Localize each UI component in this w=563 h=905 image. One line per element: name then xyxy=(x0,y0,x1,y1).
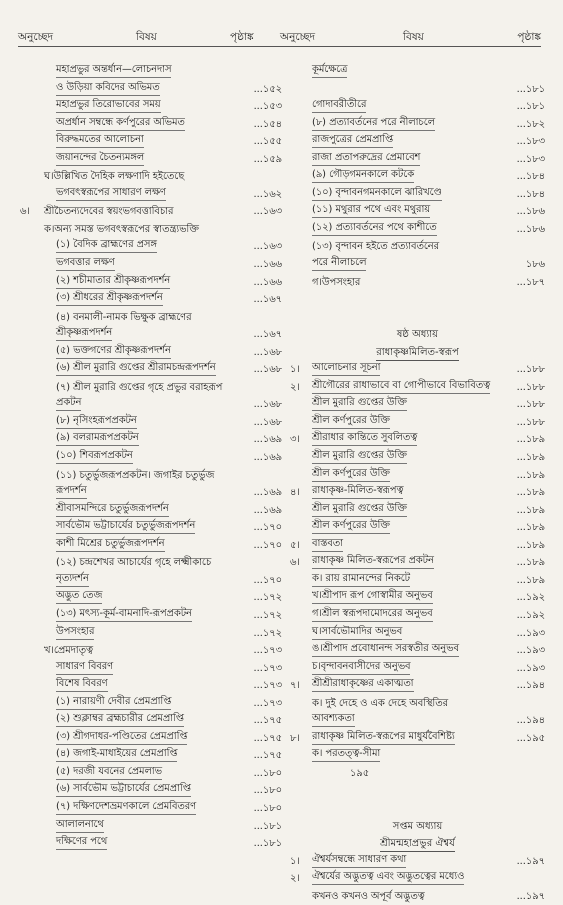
page-number: ...১৮৯ xyxy=(516,504,545,516)
page-number: ...১৮৬ xyxy=(516,223,545,235)
toc-entry xyxy=(290,660,545,678)
section-number: ১। xyxy=(290,364,300,376)
page-number: ...১৮১ xyxy=(516,83,545,95)
page-number: ...১৯৫ xyxy=(516,732,545,744)
toc-entry xyxy=(290,431,545,449)
toc-entry xyxy=(290,888,545,905)
toc-entry xyxy=(20,309,282,327)
toc-entry xyxy=(290,151,545,169)
entry-title: (৬) শ্রীল মুরারি গুপ্তের শ্রীরামচন্দ্ররূপদর্শন xyxy=(56,361,216,376)
entry-title: শ্রীল মুরারি গুপ্তের উক্তি xyxy=(312,449,407,464)
entry-title: (১) নারায়ণী দেবীর প্রেমপ্রাপ্তি xyxy=(56,695,171,710)
page-number: ...১৬৮ xyxy=(253,399,282,411)
page-number: ...১৫২ xyxy=(253,83,282,95)
section-number: ৮। xyxy=(290,732,300,744)
entry-title: কখনও কখনও অপূর্ব অদ্ভুতত্ব xyxy=(312,890,425,902)
toc-entry xyxy=(290,449,545,467)
toc-entry xyxy=(20,730,282,748)
toc-entry xyxy=(20,98,282,116)
header-subject-left: বিষয় xyxy=(136,31,157,43)
page-number: ...১৬৬ xyxy=(253,259,282,271)
toc-entry xyxy=(290,116,545,134)
entry-title: ক। রায় রামানন্দের নিকটে xyxy=(312,572,410,587)
toc-entry xyxy=(290,870,545,888)
toc-entry xyxy=(20,116,282,134)
toc-entry xyxy=(290,537,545,555)
page-number: ...১৮০ xyxy=(253,802,282,814)
section-number: ১। xyxy=(290,855,300,867)
toc-entry xyxy=(20,677,282,695)
entry-title: (১১) চতুর্ভুজরূপপ্রকটন। জগাইর চতুর্ভুজ xyxy=(56,469,215,481)
entry-title: খ।শ্রীপাদ রূপ গোস্বামীর অনুভব xyxy=(312,589,433,604)
toc-entry xyxy=(20,800,282,818)
page-number: ...১৯৭ xyxy=(516,855,545,867)
page-number: ...১৭৫ xyxy=(253,715,282,727)
page-number: ...১৬৩ xyxy=(253,206,282,218)
toc-entry xyxy=(290,98,545,116)
toc-entry xyxy=(20,484,282,502)
section-number: ৭। xyxy=(290,680,300,692)
page-number: ...১৮৭ xyxy=(516,276,545,288)
entry-title: শ্রীল কর্ণপুরের উক্তি xyxy=(312,414,390,429)
toc-entry xyxy=(20,221,282,239)
toc-entry xyxy=(20,168,282,186)
toc-entry xyxy=(290,484,545,502)
entry-title: শ্রীচৈতন্যদেবের স্বয়ংভগবত্তাবিচার xyxy=(44,206,174,218)
page-number: ...১৭২ xyxy=(253,609,282,621)
toc-entry xyxy=(20,81,282,99)
toc-entry xyxy=(290,203,545,221)
header-page-left: পৃষ্ঠাঙ্ক xyxy=(230,31,254,43)
entry-title: মহাপ্রভুর তিরোভাবের সময় xyxy=(56,98,161,113)
toc-entry xyxy=(20,642,282,660)
toc-entry xyxy=(290,467,545,485)
page-number: ...১৭৫ xyxy=(253,732,282,744)
toc-entry xyxy=(290,853,545,871)
toc-entry xyxy=(290,607,545,625)
page-number: ১৮৬ xyxy=(525,259,545,271)
entry-title: শ্রীরাধার কান্তিতে সুবলিতত্ব xyxy=(312,431,417,446)
page-number: ...১৬৮ xyxy=(253,346,282,358)
page-number: ...১৭৩ xyxy=(253,645,282,657)
toc-entry xyxy=(20,396,282,414)
entry-title: ঙ।শ্রীপাদ প্রবোধানন্দ সরস্বতীর অনুভব xyxy=(312,642,459,657)
toc-entry xyxy=(290,642,545,660)
toc-entry xyxy=(20,589,282,607)
page-number: ...১৯২ xyxy=(516,592,545,604)
section-number: ৬। xyxy=(20,206,30,218)
page-number: ...১৬৩ xyxy=(253,241,282,253)
page-number: ...১৯৪ xyxy=(516,715,545,727)
entry-title: (৭) শ্রীল মুরারি গুপ্তের গৃহে প্রভুর বরাহরূপ xyxy=(56,381,223,393)
section-number: ৬। xyxy=(290,557,300,569)
entry-title: ক।অন্য সমস্ত ভগবৎস্বরূপের স্বাতন্ত্র্যভক্তি xyxy=(44,223,199,235)
entry-title: বাস্তবতা xyxy=(312,537,343,552)
page-number: ...১৭৩ xyxy=(253,697,282,709)
toc-entry xyxy=(290,361,545,379)
entry-title: (৮) প্রত্যাবর্তনের পরে নীলাচলে xyxy=(312,116,435,131)
entry-title: (১) বৈদিক ব্রাহ্মণের প্রসঙ্গ xyxy=(56,238,157,253)
entry-title: গ।উপসংহার xyxy=(312,276,361,288)
toc-entry xyxy=(290,572,545,590)
page-number: ...১৭২ xyxy=(253,627,282,639)
page-number: ...১৮৪ xyxy=(516,188,545,200)
toc-entry xyxy=(290,133,545,151)
entry-title: ক। পরতত্ত্ব-সীমা xyxy=(312,747,380,762)
page-number: ...১৮১ xyxy=(253,838,282,850)
entry-title: অদ্ভুত তেজ xyxy=(56,589,102,604)
page-number: ...১৮৮ xyxy=(516,381,545,393)
entry-title: (৯) গৌড়গমনকালে কটকে xyxy=(312,168,414,183)
toc-entry xyxy=(20,326,282,344)
toc-entry xyxy=(290,168,545,186)
toc-entry xyxy=(20,660,282,678)
page-number: ...১৮১ xyxy=(516,101,545,113)
page-number: ...১৮৮ xyxy=(516,364,545,376)
chapter-heading-text: শ্রীমন্মহাপ্রভুর ঐশ্বর্য xyxy=(380,836,455,852)
toc-entry xyxy=(290,765,545,783)
entry-title: ঘ।উল্লিখিত দৈহিক লক্ষণাদি হইতেছে xyxy=(44,171,185,183)
entry-title: (৫) ভক্তগণের শ্রীকৃষ্ণরূপদর্শন xyxy=(56,344,171,359)
page-number: ...১৬৭ xyxy=(253,329,282,341)
entry-title: (২) শচীমাতার শ্রীকৃষ্ণরূপদর্শন xyxy=(56,274,170,289)
entry-title: ভগবত্তার লক্ষণ xyxy=(56,256,115,271)
entry-title: রাধাকৃষ্ণ-মিলিত-স্বরূপত্ব xyxy=(312,484,403,499)
header-chapter-right: অনুচ্ছেদ xyxy=(280,31,316,43)
toc-entry xyxy=(20,256,282,274)
entry-title: জয়ানন্দের চৈতন্যমঙ্গল xyxy=(56,151,144,166)
entry-title: গ।শ্রীল স্বরূপদামোদরের অনুভব xyxy=(312,607,433,622)
page-number: ...১৯৩ xyxy=(516,645,545,657)
entry-title: শ্রীল কর্ণপুরের উক্তি xyxy=(312,519,390,534)
entry-title: শ্রীবাসমন্দিরে চতুর্ভুজরূপদর্শন xyxy=(56,502,169,517)
entry-title: চ।বৃন্দাবনবাসীদের অনুভব xyxy=(312,660,410,675)
entry-title: (১২) প্রত্যাবর্তনের পথে কাশীতে xyxy=(312,221,437,236)
page-number: ...১৮৯ xyxy=(516,539,545,551)
entry-title: ভগবৎস্বরূপের সাধারণ লক্ষণ xyxy=(56,186,166,201)
header-page-right: পৃষ্ঠাঙ্ক xyxy=(517,31,541,43)
toc-entry xyxy=(290,274,545,292)
entry-title: (১২) চন্দ্রশেখর আচার্যের গৃহে লক্ষ্মীকাচে xyxy=(56,557,212,569)
toc-entry xyxy=(20,695,282,713)
entry-title: কাশী মিশ্রের চতুর্ভুজরূপদর্শন xyxy=(56,537,165,552)
page-number: ...১৮৪ xyxy=(516,171,545,183)
left-column xyxy=(20,63,282,853)
entry-title: আলালনাথে xyxy=(56,818,104,833)
toc-entry xyxy=(20,133,282,151)
entry-title: শ্রীল মুরারি গুপ্তের উক্তি xyxy=(312,502,407,517)
toc-entry xyxy=(20,379,282,397)
page-number: ...১৯৪ xyxy=(516,680,545,692)
entry-title: ১৯৫ xyxy=(350,767,370,779)
toc-entry xyxy=(290,625,545,643)
page-number: ...১৫৪ xyxy=(253,118,282,130)
page-number: ...১৬৮ xyxy=(253,364,282,376)
entry-title: (৩) শ্রীধরের শ্রীকৃষ্ণরূপদর্শন xyxy=(56,291,163,306)
page-number: ...১৬৯ xyxy=(253,504,282,516)
toc-entry xyxy=(20,291,282,309)
section-number: ৪। xyxy=(290,487,300,499)
toc-entry xyxy=(290,396,545,414)
entry-title: ঐশ্বর্যের অদ্ভুতত্ব এবং অদ্ভুতত্বের মধ্যেও xyxy=(312,870,464,885)
page-number: ...১৯৭ xyxy=(516,890,545,902)
page-number: ...১৯৩ xyxy=(516,662,545,674)
entry-title: (১৩) বৃন্দাবন হইতে প্রত্যাবর্তনের xyxy=(312,241,440,253)
page-number: ...১৬৯ xyxy=(253,434,282,446)
entry-title: পরে নীলাচলে xyxy=(312,256,366,271)
entry-title: বিশেষ বিবরণ xyxy=(56,677,108,692)
page-number: ...১৮০ xyxy=(253,767,282,779)
entry-title: (৪) বনমালী-নামক ভিক্ষুক ব্রাহ্মণের xyxy=(56,311,192,323)
page-number: ...১৭২ xyxy=(253,592,282,604)
entry-title: (৬) সার্বভৌম ভট্টাচার্যের প্রেমপ্রাপ্তি xyxy=(56,782,191,797)
page-number: ...১৯৩ xyxy=(516,627,545,639)
toc-entry xyxy=(20,467,282,485)
entry-title: ঐশ্বর্যসম্বন্ধে সাধারণ কথা xyxy=(312,853,406,868)
page-number: ...১৭০ xyxy=(253,539,282,551)
toc-entry xyxy=(20,63,282,81)
page-number: ...১৬৯ xyxy=(253,452,282,464)
entry-title: (৩) শ্রীগদাধর-পণ্ডিতের প্রেমপ্রাপ্তি xyxy=(56,730,187,745)
toc-entry xyxy=(290,81,545,99)
entry-title: (৫) দরজী যবনের প্রেমলাভ xyxy=(56,765,162,780)
toc-entry xyxy=(20,835,282,853)
entry-title: গোদাবরীতীরে xyxy=(312,98,366,113)
entry-title: আলোচনার সূচনা xyxy=(312,361,380,376)
page-number: ...১৮০ xyxy=(253,785,282,797)
toc-entry xyxy=(290,221,545,239)
page-number: ...১৮৯ xyxy=(516,522,545,534)
toc-entry xyxy=(20,554,282,572)
page-number: ...১৮৮ xyxy=(516,399,545,411)
toc-entry xyxy=(290,238,545,256)
page-number: ...১৮৮ xyxy=(516,416,545,428)
section-number: ৩। xyxy=(290,434,300,446)
toc-entry xyxy=(20,203,282,221)
entry-title: (১১) মথুরার পথে এবং মথুরায় xyxy=(312,203,430,218)
entry-title: ও উড়িয়া কবিদের অভিমত xyxy=(56,81,160,96)
toc-entry xyxy=(290,63,545,81)
page-number: ...১৮৩ xyxy=(516,136,545,148)
entry-title: মহাপ্রভুর অন্তর্ধান—লোচনদাস xyxy=(56,63,171,78)
toc-entry xyxy=(290,589,545,607)
toc-entry xyxy=(20,344,282,362)
entry-title: দক্ষিণের পথে xyxy=(56,835,107,850)
toc-entry xyxy=(290,502,545,520)
toc-entry xyxy=(20,818,282,836)
toc-entry xyxy=(290,554,545,572)
entry-title: শ্রীল কর্ণপুরের উক্তি xyxy=(312,467,390,482)
toc-entry xyxy=(20,537,282,555)
toc-entry xyxy=(20,238,282,256)
chapter-heading xyxy=(290,326,545,344)
toc-entry xyxy=(290,712,545,730)
entry-title: নৃত্যদর্শন xyxy=(56,572,89,587)
spacer xyxy=(290,291,545,326)
entry-title: শ্রীগৌরের রাধাভাবে বা গোপীভাবে বিভাবিতত্ব xyxy=(312,379,490,394)
toc-entry xyxy=(20,747,282,765)
entry-title: (৯) বলরামরূপপ্রকটন xyxy=(56,431,139,446)
entry-title: প্রকটন xyxy=(56,396,81,411)
toc-entry xyxy=(290,677,545,695)
toc-entry xyxy=(20,414,282,432)
entry-title: বিরুদ্ধমতের আলোচনা xyxy=(56,133,144,148)
page-number: ...১৭০ xyxy=(253,522,282,534)
entry-title: (২) শুক্লাম্বর ব্রহ্মচারীর প্রেমপ্রাপ্তি xyxy=(56,712,184,727)
toc-entry xyxy=(20,151,282,169)
page-number: ...১৮৯ xyxy=(516,434,545,446)
page-number: ...১৮৯ xyxy=(516,574,545,586)
page-number: ...১৫৩ xyxy=(253,101,282,113)
entry-title: আবশ্যকতা xyxy=(312,712,355,727)
page-number: ...১৭০ xyxy=(253,574,282,586)
page-number: ...১৭৩ xyxy=(253,662,282,674)
column-header xyxy=(18,30,541,47)
page-number: ...১৮২ xyxy=(516,118,545,130)
entry-title: রাজপুত্রের প্রেমপ্রাপ্তি xyxy=(312,133,393,148)
page-number: ...১৫৫ xyxy=(253,136,282,148)
toc-entry xyxy=(290,519,545,537)
toc-entry xyxy=(20,625,282,643)
toc-entry xyxy=(290,186,545,204)
page-number: ...১৯২ xyxy=(516,609,545,621)
entry-title: রূপদর্শন xyxy=(56,484,87,499)
toc-entry xyxy=(290,747,545,765)
entry-title: রাজা প্রতাপরুদ্রের প্রেমাবেশ xyxy=(312,151,420,166)
entry-title: (৭) দক্ষিণদেশভ্রমণকালে প্রেমবিতরণ xyxy=(56,800,196,815)
toc-entry xyxy=(290,379,545,397)
toc-entry xyxy=(20,572,282,590)
toc-entry xyxy=(20,502,282,520)
toc-entry xyxy=(20,519,282,537)
entry-title: (৪) জগাই-মাধাইয়ের প্রেমপ্রাপ্তি xyxy=(56,747,177,762)
entry-title: অপ্রর্ধান সম্বন্ধে কর্ণপুরের অভিমত xyxy=(56,116,185,131)
header-subject-right: বিষয় xyxy=(403,31,424,43)
page-number: ...১৬৮ xyxy=(253,416,282,428)
page-number: ...১৮৯ xyxy=(516,469,545,481)
section-number: ৫। xyxy=(290,539,300,551)
toc-entry xyxy=(290,730,545,748)
entry-title: (৮) নৃসিংহরূপপ্রকটন xyxy=(56,414,137,429)
entry-title: উপসংহার xyxy=(56,625,94,640)
toc-entry xyxy=(20,186,282,204)
header-chapter-left: অনুচ্ছেদ xyxy=(18,31,54,43)
chapter-heading-text: সপ্তম অধ্যায় xyxy=(392,820,443,832)
toc-entry xyxy=(20,274,282,292)
page-number: ...১৬৭ xyxy=(253,294,282,306)
entry-title: শ্রীশ্রীরাধাকৃষ্ণের একাত্মতা xyxy=(312,677,414,692)
toc-entry xyxy=(20,449,282,467)
entry-title: (১৩) মৎস্য-কূর্ম-বামনাদি-রূপপ্রকটন xyxy=(56,607,192,622)
page-number: ...১৬২ xyxy=(253,188,282,200)
entry-title: সাধারণ বিবরণ xyxy=(56,660,113,675)
toc-entry xyxy=(20,361,282,379)
toc-entry xyxy=(290,695,545,713)
toc-entry xyxy=(20,607,282,625)
page-number: ...১৮১ xyxy=(253,820,282,832)
chapter-heading xyxy=(290,835,545,853)
entry-title: (১০) শিবরূপপ্রকটন xyxy=(56,449,133,464)
page-number: ...১৮৯ xyxy=(516,487,545,499)
entry-title: শ্রীল মুরারি গুপ্তের উক্তি xyxy=(312,396,407,411)
page-number: ...১৮৬ xyxy=(516,206,545,218)
page-number: ...১৮৩ xyxy=(516,153,545,165)
entry-title: রাধাকৃষ্ণ মিলিত-স্বরূপের প্রকটন xyxy=(312,554,434,569)
chapter-heading xyxy=(290,344,545,362)
toc-entry xyxy=(20,431,282,449)
page-number: ...১৬৯ xyxy=(253,487,282,499)
section-number: ২। xyxy=(290,381,300,393)
page-number: ...১৭৫ xyxy=(253,750,282,762)
toc-entry xyxy=(20,782,282,800)
chapter-heading-text: ষষ্ঠ অধ্যায় xyxy=(396,329,439,341)
entry-title: ক। দুই দেহে ও এক দেহে অবস্থিতির xyxy=(312,697,448,709)
entry-title: সার্বভৌম ভট্টাচার্যের চতুর্ভুজরূপদর্শন xyxy=(56,519,195,534)
toc-entry xyxy=(20,765,282,783)
page-number: ...১৭৩ xyxy=(253,680,282,692)
chapter-heading xyxy=(290,818,545,836)
page-number: ...১৮৯ xyxy=(516,452,545,464)
chapter-heading-text: রাধাকৃষ্ণমিলিত-স্বরূপ xyxy=(376,345,459,361)
entry-title: রাধাকৃষ্ণ মিলিত-স্বরূপের মাধুর্যবৈশিষ্ট্য xyxy=(312,730,455,745)
toc-entry xyxy=(290,414,545,432)
entry-title: কূর্মক্ষেত্রে xyxy=(312,63,347,78)
toc-entry xyxy=(20,712,282,730)
page-number: ...১৬৬ xyxy=(253,276,282,288)
entry-title: ঘ।সার্বভৌমাদির অনুভব xyxy=(312,625,402,640)
entry-title: (১০) বৃন্দাবনগমনকালে ঝারিখণ্ডে xyxy=(312,186,442,201)
right-column xyxy=(290,63,545,905)
page-number: ...১৮৯ xyxy=(516,557,545,569)
entry-title: খ।প্রেমদাতৃত্ব xyxy=(44,645,93,657)
toc-entry xyxy=(290,256,545,274)
page-number: ...১৫৯ xyxy=(253,153,282,165)
section-number: ২। xyxy=(290,873,300,885)
entry-title: শ্রীকৃষ্ণরূপদর্শন xyxy=(56,326,112,341)
